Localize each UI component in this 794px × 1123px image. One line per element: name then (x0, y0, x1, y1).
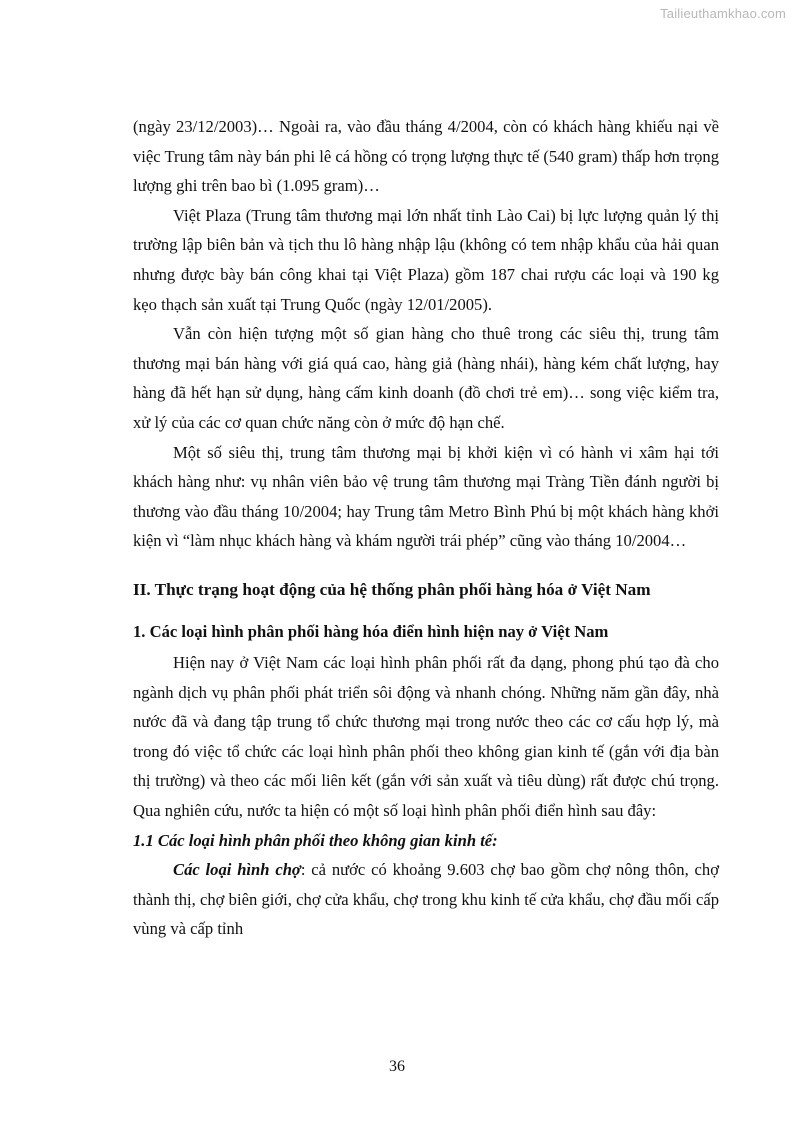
page-content (133, 112, 719, 944)
paragraph-loai-hinh-cho-text: : cả nước có khoảng 9.603 chợ bao gồm chợ nông thôn, chợ thành thị, chợ biên giới, chợ cửa khẩu, chợ trong khu kinh tế cửa khẩu, chợ đầu mối cấp vùng và cấp tỉnh (133, 860, 719, 939)
watermark-text: Tailieuthamkhao.com (660, 6, 786, 21)
section-heading: II. Thực trạng hoạt động của hệ thống phân phối hàng hóa ở Việt Nam (133, 579, 651, 599)
term-loai-hinh-cho: Các loại hình chợ (173, 860, 301, 880)
page-number: 36 (389, 1058, 405, 1075)
subsection-heading: 1. Các loại hình phân phối hàng hóa điển hình hiện nay ở Việt Nam (133, 621, 609, 641)
paragraph-viet-plaza: Việt Plaza (Trung tâm thương mại lớn nhất tỉnh Lào Cai) bị lực lượng quản lý thị trường lập biên bản và tịch thu lô hàng nhập lậu (không có tem nhập khẩu của hải quan nhưng được bày bán công khai tại Việt Plaza) gồm 187 chai rượu các loại và 190 kg kẹo thạch sản xuất tại Trung Quốc (ngày 12/01/2005). (133, 205, 719, 314)
paragraph-khoi-kien: Một số siêu thị, trung tâm thương mại bị khởi kiện vì có hành vi xâm hại tới khách hàng như: vụ nhân viên bảo vệ trung tâm thương mại Tràng Tiền đánh người bị thương vào đầu tháng 10/2004; hay Trung tâm Metro Bình Phú bị một khách hàng khởi kiện vì “làm nhục khách hàng và khám người trái phép” cũng vào tháng 10/2004… (133, 442, 719, 551)
paragraph-gian-hang: Vẫn còn hiện tượng một số gian hàng cho thuê trong các siêu thị, trung tâm thương mại bán hàng với giá quá cao, hàng giả (hàng nhái), hàng kém chất lượng, hay hàng đã hết hạn sử dụng, hàng cấm kinh doanh (đồ chơi trẻ em)… song việc kiểm tra, xử lý của các cơ quan chức năng còn ở mức độ hạn chế. (133, 324, 719, 432)
paragraph-loai-hinh-cho (133, 855, 719, 944)
subsubsection-heading: 1.1 Các loại hình phân phối theo không gian kinh tế: (133, 830, 498, 850)
paragraph-continuation: (ngày 23/12/2003)… Ngoài ra, vào đầu tháng 4/2004, còn có khách hàng khiếu nại về việc Trung tâm này bán phi lê cá hồng có trọng lượng thực tế (540 gram) thấp hơn trọng lượng ghi trên bao bì (1.095 gram)… (133, 117, 719, 196)
paragraph-loai-hinh: Hiện nay ở Việt Nam các loại hình phân phối rất đa dạng, phong phú tạo đà cho ngành dịch vụ phân phối phát triển sôi động và nhanh chóng. Những năm gần đây, nhà nước đã và đang tập trung tổ chức thương mại trong nước theo các cơ cấu hợp lý, mà trong đó việc tổ chức các loại hình phân phối theo không gian kinh tế (gắn với địa bàn thị trường) và theo các mối liên kết (gắn với sản xuất và tiêu dùng) rất được chú trọng. Qua nghiên cứu, nước ta hiện có một số loại hình phân phối điển hình sau đây: (133, 653, 719, 821)
